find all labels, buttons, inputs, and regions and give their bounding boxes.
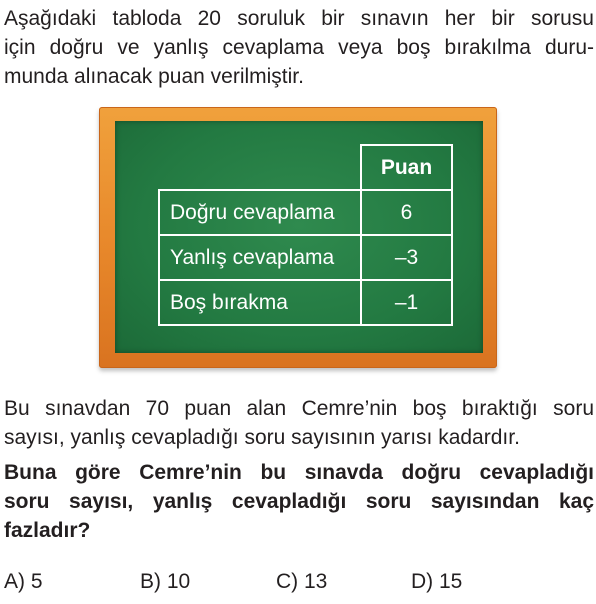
answer-choices — [0, 570, 596, 600]
table-row — [159, 235, 452, 280]
question-line: soru sayısı, yanlış cevapladığı soru sayısından kaç — [4, 490, 594, 513]
row-value: –1 — [361, 280, 452, 325]
table-header-puan: Puan — [361, 145, 452, 190]
intro-line: munda alınacak puan verilmiştir. — [4, 65, 304, 88]
choice-c[interactable]: C) 13 — [276, 570, 328, 593]
question-line: Buna göre Cemre’nin bu sınavda doğru cevapladığı — [4, 461, 594, 484]
statement-line: Bu sınavdan 70 puan alan Cemre’nin boş bıraktığı soru — [4, 397, 594, 420]
row-value: –3 — [361, 235, 452, 280]
choice-a[interactable]: A) 5 — [4, 570, 43, 593]
question-line: fazladır? — [4, 519, 91, 542]
table-row — [159, 280, 452, 325]
score-table — [158, 144, 453, 326]
question-text — [4, 458, 594, 545]
intro-line: için doğru ve yanlış cevaplama veya boş bırakılma duru- — [4, 36, 594, 59]
table-row — [159, 190, 452, 235]
problem-statement — [4, 394, 594, 452]
table-header-row — [159, 145, 452, 190]
row-label: Yanlış cevaplama — [159, 235, 361, 280]
intro-line: Aşağıdaki tabloda 20 soruluk bir sınavın her bir sorusu — [4, 7, 594, 30]
row-label: Doğru cevaplama — [159, 190, 361, 235]
row-label: Boş bırakma — [159, 280, 361, 325]
row-value: 6 — [361, 190, 452, 235]
choice-b[interactable]: B) 10 — [140, 570, 191, 593]
intro-paragraph — [4, 4, 594, 91]
table-empty-cell — [159, 145, 361, 190]
choice-d[interactable]: D) 15 — [411, 570, 463, 593]
statement-line: sayısı, yanlış cevapladığı soru sayısının yarısı kadardır. — [4, 426, 520, 449]
